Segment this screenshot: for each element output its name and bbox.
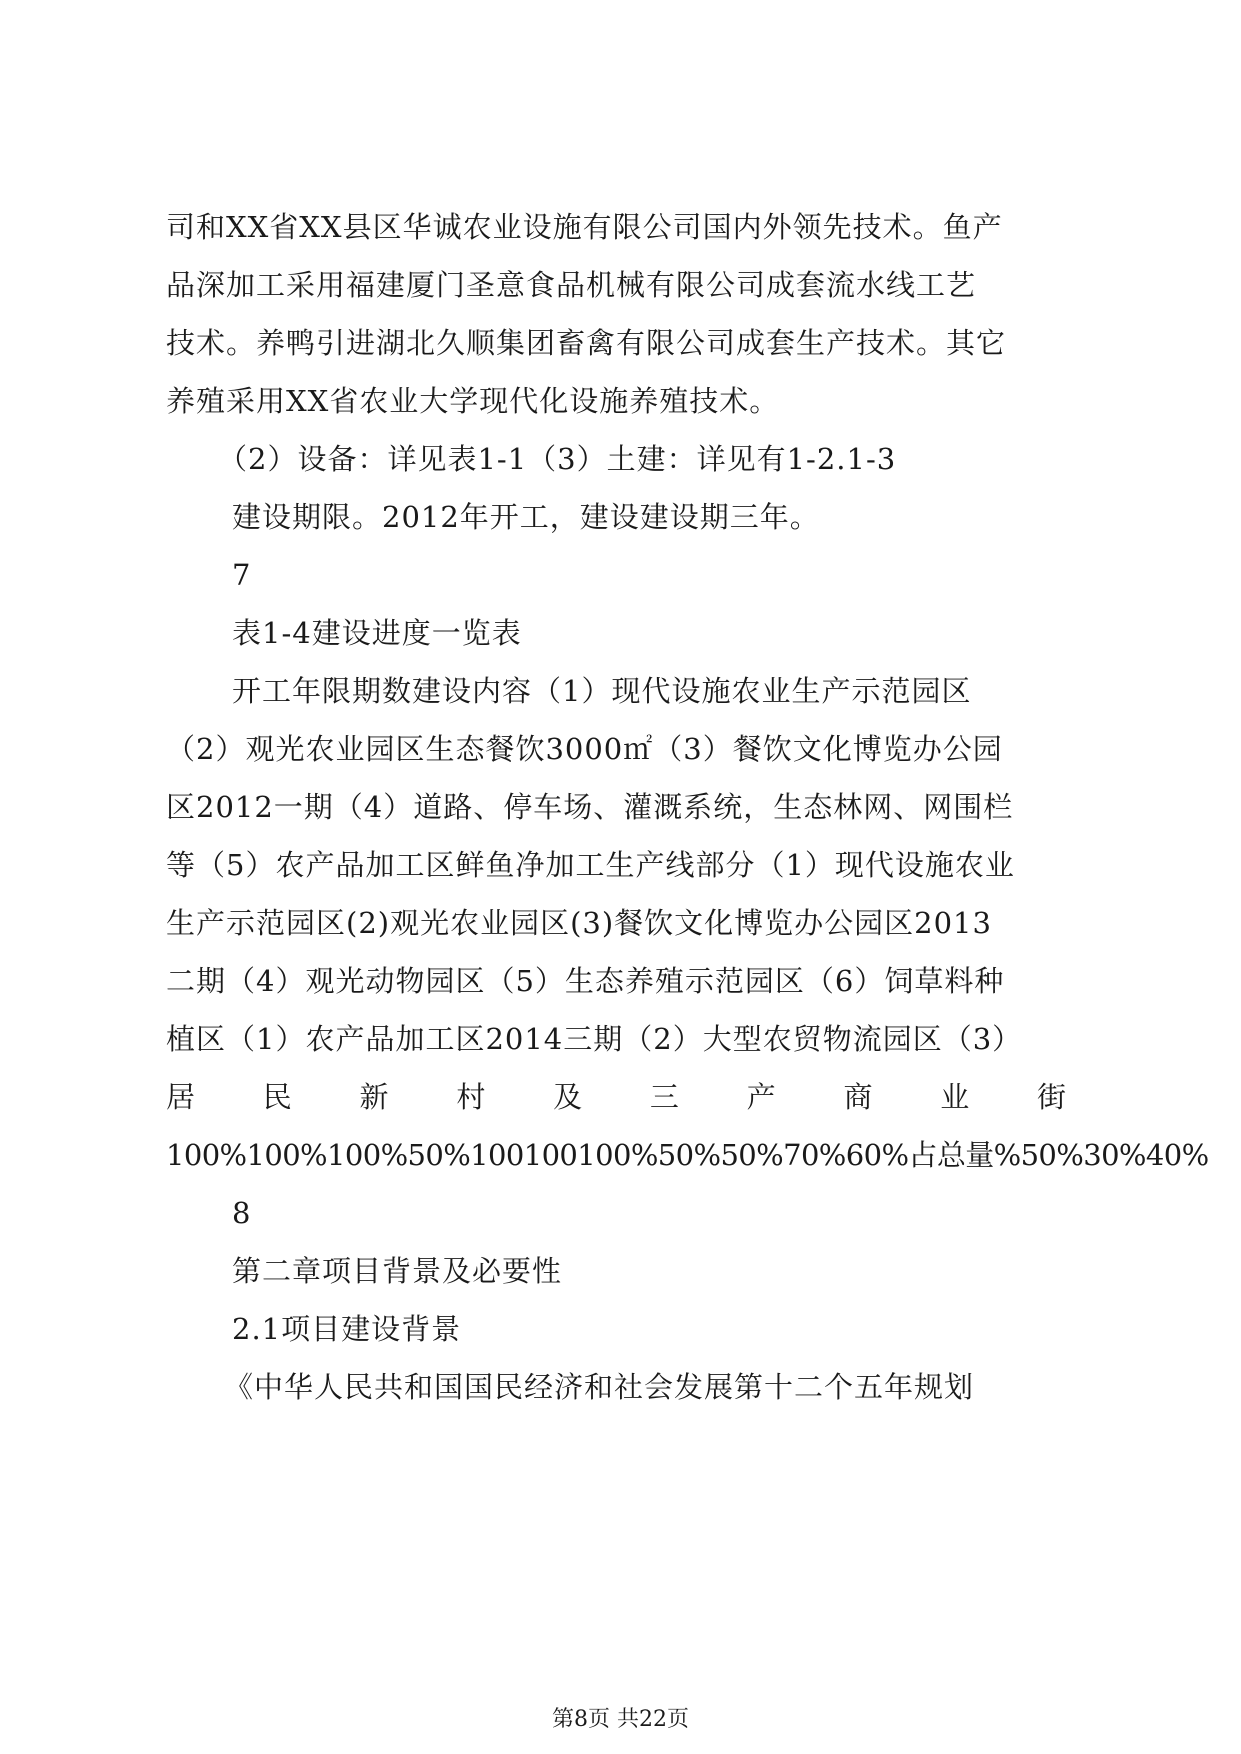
body-line-3: 技术。养鸭引进湖北久顺集团畜禽有限公司成套生产技术。其它 — [166, 326, 1007, 360]
body-line-5: （2）设备：详见表1-1（3）土建：详见有1-2.1-3 — [218, 442, 897, 476]
body-line-16-spread: 居 民 新 村 及 三 产 商 业 街 — [166, 1080, 1066, 1114]
page-number-marker-8: 8 — [232, 1196, 252, 1230]
body-line-21: 《中华人民共和国国民经济和社会发展第十二个五年规划 — [224, 1370, 975, 1404]
body-line-6: 建设期限。2012年开工，建设建设期三年。 — [232, 500, 820, 534]
body-line-11: 区2012一期（4）道路、停车场、灌溉系统，生态林网、网围栏 — [166, 790, 1014, 824]
chapter-heading: 第二章项目背景及必要性 — [232, 1254, 563, 1288]
body-line-12: 等（5）农产品加工区鲜鱼净加工生产线部分（1）现代设施农业 — [166, 848, 1015, 882]
body-line-4: 养殖采用XX省农业大学现代化设施养殖技术。 — [166, 384, 780, 418]
table-caption: 表1-4建设进度一览表 — [232, 616, 522, 650]
body-line-14: 二期（4）观光动物园区（5）生态养殖示范园区（6）饲草料种 — [166, 964, 1005, 998]
body-line-10: （2）观光农业园区生态餐饮3000㎡（3）餐饮文化博览办公园 — [166, 732, 1003, 766]
page-number-marker-7: 7 — [232, 558, 252, 592]
section-heading: 2.1项目建设背景 — [232, 1312, 462, 1346]
body-line-1: 司和XX省XX县区华诚农业设施有限公司国内外领先技术。鱼产 — [166, 210, 1003, 244]
page-footer: 第8页 共22页 — [552, 1707, 689, 1732]
body-line-9: 开工年限期数建设内容（1）现代设施农业生产示范园区 — [232, 674, 972, 708]
body-line-2: 品深加工采用福建厦门圣意食品机械有限公司成套流水线工艺 — [166, 268, 977, 302]
body-line-17-percentages: 100%100%100%50%100100100%50%50%70%60%占总量%50%30%40% — [166, 1138, 1209, 1172]
body-line-13: 生产示范园区(2)观光农业园区(3)餐饮文化博览办公园区2013 — [166, 906, 992, 940]
body-line-15: 植区（1）农产品加工区2014三期（2）大型农贸物流园区（3） — [166, 1022, 1023, 1056]
